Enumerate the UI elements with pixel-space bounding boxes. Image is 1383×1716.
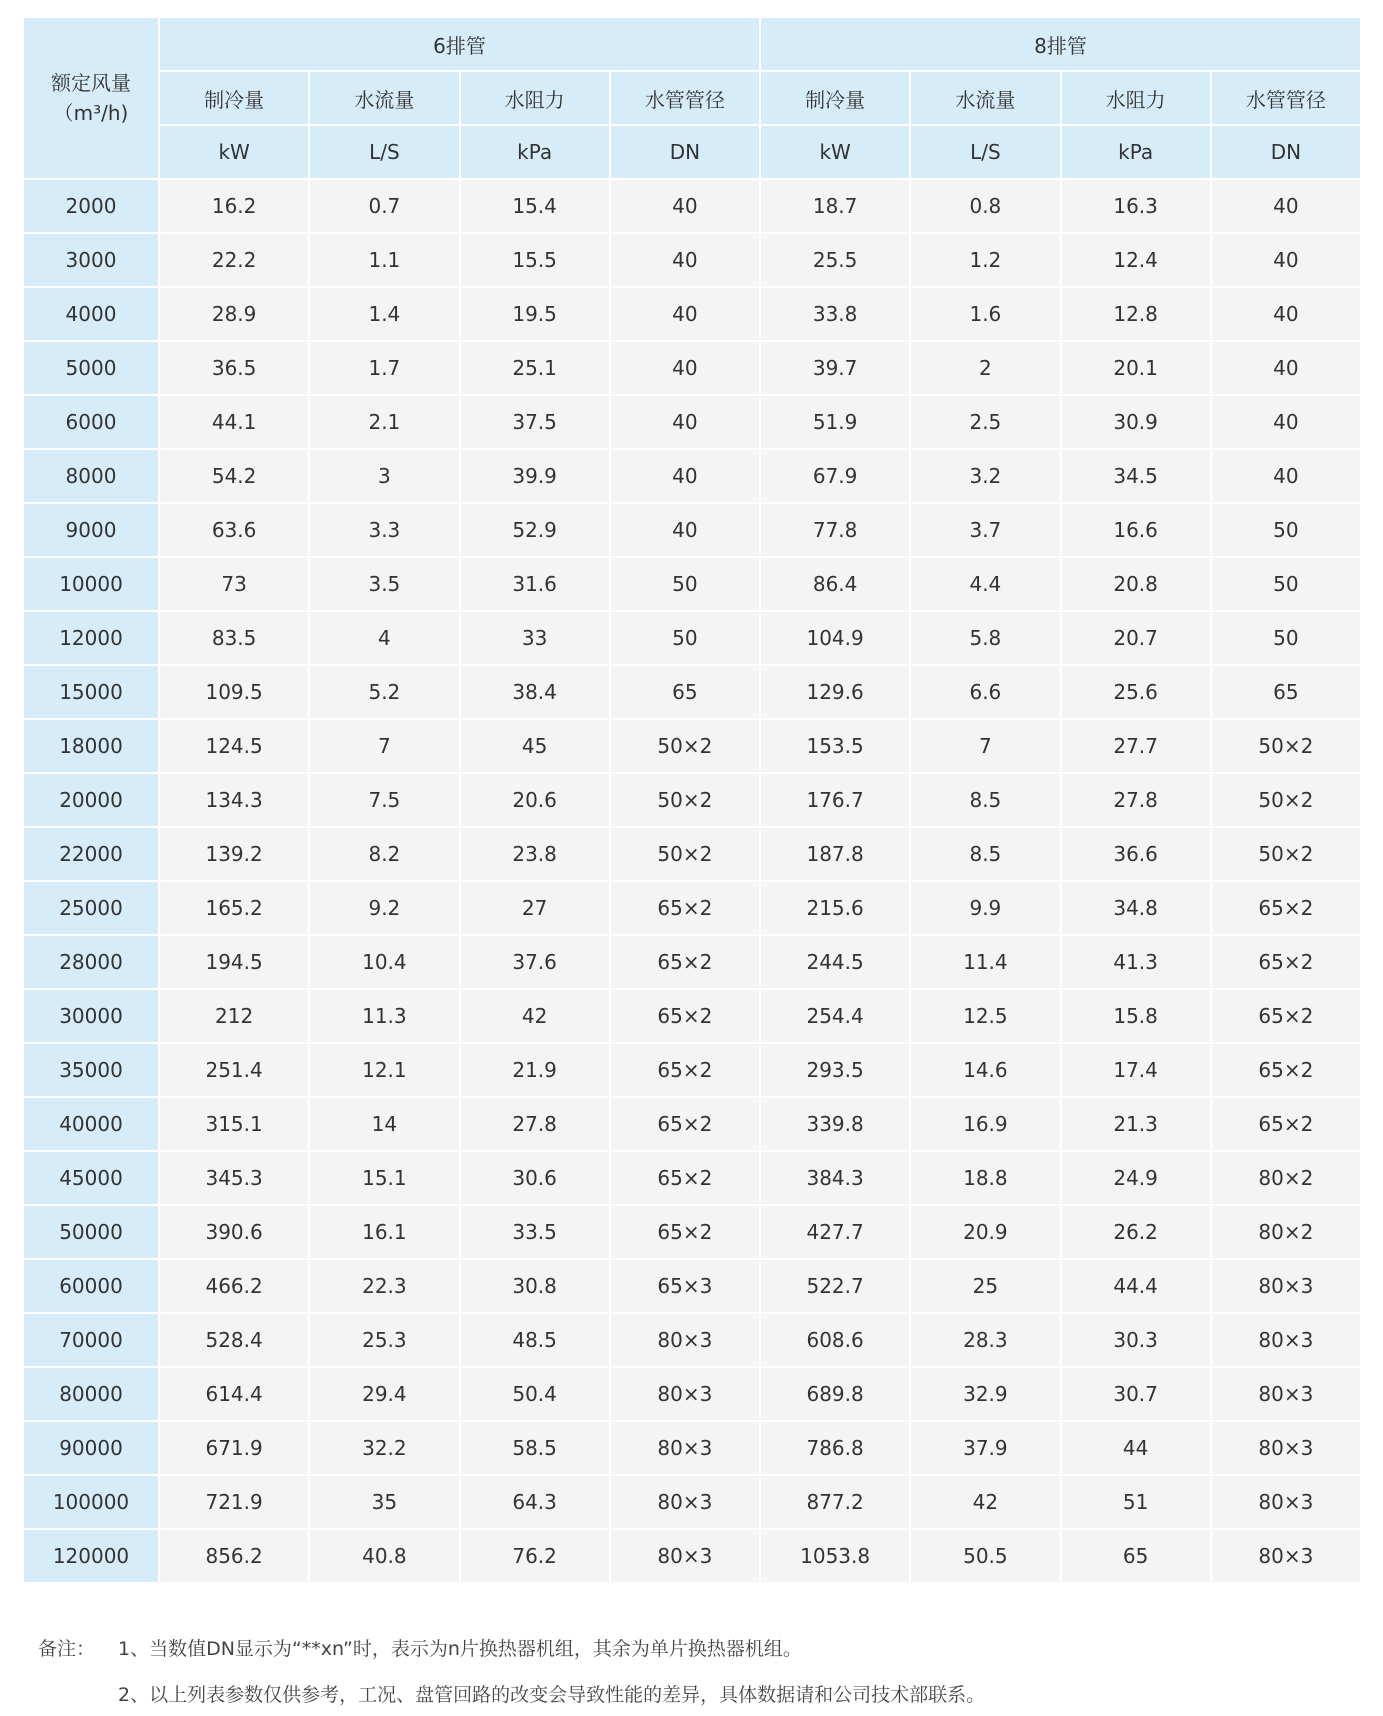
unit-header-dn-8: DN [1212,126,1360,178]
table-cell: 40 [1212,342,1360,394]
table-cell: 34.8 [1062,882,1210,934]
table-cell: 65×2 [611,936,759,988]
airflow-cell: 15000 [24,666,158,718]
table-cell: 51 [1062,1476,1210,1528]
table-cell: 10.4 [310,936,458,988]
airflow-cell: 40000 [24,1098,158,1150]
table-cell: 3.7 [911,504,1059,556]
airflow-header-label: 额定风量 [51,71,131,95]
table-cell: 20.9 [911,1206,1059,1258]
table-cell: 37.5 [461,396,609,448]
airflow-cell: 22000 [24,828,158,880]
column-header-water-flow-8: 水流量 [911,72,1059,124]
table-cell: 34.5 [1062,450,1210,502]
notes-label: 备注： [38,1637,96,1660]
table-cell: 45 [461,720,609,772]
airflow-cell: 28000 [24,936,158,988]
table-cell: 44.4 [1062,1260,1210,1312]
table-cell: 42 [911,1476,1059,1528]
table-cell: 20.8 [1062,558,1210,610]
table-cell: 109.5 [160,666,308,718]
table-cell: 28.3 [911,1314,1059,1366]
table-cell: 40 [611,342,759,394]
table-cell: 25.1 [461,342,609,394]
table-cell: 80×3 [1212,1530,1360,1582]
table-cell: 44 [1062,1422,1210,1474]
table-body [24,180,1360,1582]
column-header-water-resistance-6: 水阻力 [461,72,609,124]
table-cell: 315.1 [160,1098,308,1150]
table-cell: 6.6 [911,666,1059,718]
table-cell: 384.3 [761,1152,909,1204]
table-cell: 24.9 [1062,1152,1210,1204]
table-cell: 64.3 [461,1476,609,1528]
table-cell: 50.5 [911,1530,1059,1582]
table-cell: 86.4 [761,558,909,610]
table-cell: 134.3 [160,774,308,826]
table-cell: 44.1 [160,396,308,448]
table-row [24,720,1360,772]
table-cell: 15.5 [461,234,609,286]
table-cell: 80×3 [1212,1476,1360,1528]
table-row [24,1314,1360,1366]
airflow-cell: 5000 [24,342,158,394]
table-cell: 11.3 [310,990,458,1042]
table-row [24,1098,1360,1150]
table-cell: 80×2 [1212,1206,1360,1258]
table-cell: 877.2 [761,1476,909,1528]
table-cell: 30.8 [461,1260,609,1312]
table-cell: 27.8 [461,1098,609,1150]
table-cell: 50 [1212,558,1360,610]
table-cell: 37.6 [461,936,609,988]
airflow-cell: 4000 [24,288,158,340]
table-cell: 339.8 [761,1098,909,1150]
column-header-water-flow-6: 水流量 [310,72,458,124]
column-header-pipe-diameter-6: 水管管径 [611,72,759,124]
table-cell: 522.7 [761,1260,909,1312]
table-cell: 67.9 [761,450,909,502]
table-cell: 3 [310,450,458,502]
table-cell: 33.5 [461,1206,609,1258]
table-cell: 16.6 [1062,504,1210,556]
table-cell: 721.9 [160,1476,308,1528]
table-cell: 73 [160,558,308,610]
table-cell: 50×2 [611,774,759,826]
table-cell: 40 [1212,180,1360,232]
table-cell: 1053.8 [761,1530,909,1582]
table-cell: 27.8 [1062,774,1210,826]
table-cell: 25.5 [761,234,909,286]
spec-table [22,16,1362,1584]
table-cell: 30.7 [1062,1368,1210,1420]
table-cell: 21.9 [461,1044,609,1096]
table-cell: 3.5 [310,558,458,610]
table-cell: 80×3 [611,1422,759,1474]
table-cell: 27 [461,882,609,934]
table-cell: 3.3 [310,504,458,556]
table-cell: 9.2 [310,882,458,934]
table-cell: 80×3 [611,1368,759,1420]
table-cell: 30.9 [1062,396,1210,448]
table-cell: 80×3 [1212,1314,1360,1366]
table-cell: 30.3 [1062,1314,1210,1366]
table-cell: 54.2 [160,450,308,502]
table-cell: 129.6 [761,666,909,718]
table-cell: 7 [911,720,1059,772]
table-cell: 2.1 [310,396,458,448]
unit-header-kpa-6: kPa [461,126,609,178]
table-cell: 65×2 [611,1044,759,1096]
table-cell: 20.7 [1062,612,1210,664]
column-header-water-resistance-8: 水阻力 [1062,72,1210,124]
table-row [24,1152,1360,1204]
table-cell: 40 [611,396,759,448]
table-cell: 14 [310,1098,458,1150]
table-cell: 215.6 [761,882,909,934]
table-cell: 50×2 [1212,828,1360,880]
table-cell: 345.3 [160,1152,308,1204]
header-row-columns [24,72,1360,124]
airflow-cell: 50000 [24,1206,158,1258]
table-cell: 65 [611,666,759,718]
table-cell: 25.6 [1062,666,1210,718]
table-cell: 35 [310,1476,458,1528]
airflow-header-unit: （m³/h) [53,101,129,125]
header-row-units [24,126,1360,178]
group-header-8-row: 8排管 [761,18,1360,70]
table-cell: 36.6 [1062,828,1210,880]
table-cell: 65×2 [1212,1044,1360,1096]
table-cell: 8.5 [911,774,1059,826]
table-cell: 15.4 [461,180,609,232]
airflow-cell: 120000 [24,1530,158,1582]
table-row [24,990,1360,1042]
airflow-cell: 12000 [24,612,158,664]
table-row [24,180,1360,232]
table-cell: 50 [1212,612,1360,664]
unit-header-ls-8: L/S [911,126,1059,178]
airflow-cell: 30000 [24,990,158,1042]
table-cell: 65×2 [611,882,759,934]
airflow-cell: 3000 [24,234,158,286]
airflow-cell: 60000 [24,1260,158,1312]
table-cell: 17.4 [1062,1044,1210,1096]
table-cell: 21.3 [1062,1098,1210,1150]
table-cell: 124.5 [160,720,308,772]
table-cell: 80×3 [611,1476,759,1528]
table-cell: 254.4 [761,990,909,1042]
table-cell: 18.8 [911,1152,1059,1204]
table-cell: 12.5 [911,990,1059,1042]
table-cell: 65×3 [611,1260,759,1312]
table-cell: 38.4 [461,666,609,718]
table-cell: 244.5 [761,936,909,988]
table-cell: 7.5 [310,774,458,826]
table-cell: 176.7 [761,774,909,826]
table-cell: 2.5 [911,396,1059,448]
table-cell: 58.5 [461,1422,609,1474]
table-cell: 3.2 [911,450,1059,502]
table-cell: 31.6 [461,558,609,610]
table-cell: 1.6 [911,288,1059,340]
table-row [24,1260,1360,1312]
table-cell: 1.7 [310,342,458,394]
table-cell: 40 [611,234,759,286]
table-cell: 786.8 [761,1422,909,1474]
table-cell: 14.6 [911,1044,1059,1096]
table-cell: 26.2 [1062,1206,1210,1258]
note-row [38,1624,1358,1670]
table-row [24,666,1360,718]
table-cell: 16.1 [310,1206,458,1258]
note-text: 2、以上列表参数仅供参考，工况、盘管回路的改变会导致性能的差异，具体数据请和公司技术部联系。 [118,1683,986,1706]
table-cell: 608.6 [761,1314,909,1366]
table-cell: 65×2 [611,1206,759,1258]
table-cell: 4.4 [911,558,1059,610]
table-cell: 1.4 [310,288,458,340]
table-cell: 4 [310,612,458,664]
table-cell: 28.9 [160,288,308,340]
table-row [24,504,1360,556]
table-cell: 33 [461,612,609,664]
table-cell: 187.8 [761,828,909,880]
table-cell: 5.8 [911,612,1059,664]
table-cell: 80×3 [1212,1260,1360,1312]
table-cell: 33.8 [761,288,909,340]
table-cell: 212 [160,990,308,1042]
table-cell: 32.9 [911,1368,1059,1420]
unit-header-kpa-8: kPa [1062,126,1210,178]
table-cell: 40 [611,288,759,340]
table-cell: 37.9 [911,1422,1059,1474]
table-cell: 40 [1212,288,1360,340]
table-cell: 25 [911,1260,1059,1312]
airflow-cell: 35000 [24,1044,158,1096]
table-row [24,1206,1360,1258]
table-cell: 0.8 [911,180,1059,232]
table-cell: 42 [461,990,609,1042]
table-cell: 12.8 [1062,288,1210,340]
table-row [24,774,1360,826]
airflow-cell: 90000 [24,1422,158,1474]
airflow-cell: 70000 [24,1314,158,1366]
table-cell: 80×3 [1212,1368,1360,1420]
airflow-cell: 9000 [24,504,158,556]
notes-section [38,1624,1358,1716]
table-cell: 18.7 [761,180,909,232]
table-cell: 1.2 [911,234,1059,286]
table-cell: 466.2 [160,1260,308,1312]
airflow-cell: 18000 [24,720,158,772]
table-cell: 77.8 [761,504,909,556]
table-row [24,396,1360,448]
table-cell: 40 [1212,234,1360,286]
table-cell: 16.9 [911,1098,1059,1150]
table-cell: 27.7 [1062,720,1210,772]
table-cell: 153.5 [761,720,909,772]
table-cell: 50×2 [611,720,759,772]
table-cell: 614.4 [160,1368,308,1420]
group-header-6-row: 6排管 [160,18,759,70]
table-cell: 80×3 [1212,1422,1360,1474]
table-row [24,450,1360,502]
table-cell: 40 [611,180,759,232]
unit-header-dn-6: DN [611,126,759,178]
note-text: 1、当数值DN显示为“**xn”时，表示为n片换热器机组，其余为单片换热器机组。 [118,1637,802,1660]
table-cell: 2 [911,342,1059,394]
table-cell: 65×2 [611,1098,759,1150]
table-cell: 8.2 [310,828,458,880]
table-cell: 63.6 [160,504,308,556]
table-cell: 671.9 [160,1422,308,1474]
table-cell: 194.5 [160,936,308,988]
table-cell: 65×2 [1212,936,1360,988]
table-cell: 52.9 [461,504,609,556]
table-cell: 12.4 [1062,234,1210,286]
table-cell: 83.5 [160,612,308,664]
table-cell: 65×2 [1212,990,1360,1042]
table-cell: 50×2 [1212,774,1360,826]
table-cell: 9.9 [911,882,1059,934]
table-row [24,882,1360,934]
table-cell: 29.4 [310,1368,458,1420]
airflow-cell: 10000 [24,558,158,610]
table-cell: 51.9 [761,396,909,448]
table-header [24,18,1360,178]
unit-header-kw-8: kW [761,126,909,178]
airflow-cell: 6000 [24,396,158,448]
table-cell: 80×3 [611,1314,759,1366]
table-cell: 30.6 [461,1152,609,1204]
table-cell: 15.8 [1062,990,1210,1042]
table-cell: 689.8 [761,1368,909,1420]
table-cell: 20.1 [1062,342,1210,394]
table-cell: 15.1 [310,1152,458,1204]
table-row [24,936,1360,988]
table-row [24,1044,1360,1096]
column-header-cooling-8: 制冷量 [761,72,909,124]
table-cell: 856.2 [160,1530,308,1582]
column-header-pipe-diameter-8: 水管管径 [1212,72,1360,124]
table-row [24,1368,1360,1420]
table-row [24,1422,1360,1474]
table-cell: 0.7 [310,180,458,232]
table-cell: 23.8 [461,828,609,880]
table-cell: 20.6 [461,774,609,826]
table-row [24,1476,1360,1528]
airflow-cell: 25000 [24,882,158,934]
unit-header-ls-6: L/S [310,126,458,178]
table-cell: 293.5 [761,1044,909,1096]
column-header-cooling-6: 制冷量 [160,72,308,124]
table-cell: 50.4 [461,1368,609,1420]
table-cell: 39.7 [761,342,909,394]
table-cell: 12.1 [310,1044,458,1096]
table-cell: 65×2 [611,990,759,1042]
table-row [24,288,1360,340]
table-cell: 39.9 [461,450,609,502]
airflow-cell: 100000 [24,1476,158,1528]
table-cell: 25.3 [310,1314,458,1366]
airflow-header [24,18,158,178]
table-cell: 40 [1212,450,1360,502]
table-cell: 65 [1062,1530,1210,1582]
table-cell: 50×2 [611,828,759,880]
table-cell: 50 [1212,504,1360,556]
table-cell: 80×2 [1212,1152,1360,1204]
table-cell: 5.2 [310,666,458,718]
table-cell: 50 [611,558,759,610]
table-cell: 16.3 [1062,180,1210,232]
table-row [24,558,1360,610]
table-cell: 427.7 [761,1206,909,1258]
table-cell: 40 [611,450,759,502]
table-row [24,1530,1360,1582]
table-cell: 11.4 [911,936,1059,988]
note-row [38,1670,1358,1716]
table-cell: 65×2 [1212,882,1360,934]
table-cell: 7 [310,720,458,772]
table-cell: 50 [611,612,759,664]
table-cell: 40 [1212,396,1360,448]
table-cell: 40.8 [310,1530,458,1582]
table-cell: 32.2 [310,1422,458,1474]
table-cell: 22.3 [310,1260,458,1312]
table-cell: 40 [611,504,759,556]
table-cell: 104.9 [761,612,909,664]
table-cell: 50×2 [1212,720,1360,772]
airflow-cell: 80000 [24,1368,158,1420]
table-cell: 8.5 [911,828,1059,880]
table-cell: 76.2 [461,1530,609,1582]
table-cell: 165.2 [160,882,308,934]
table-cell: 80×3 [611,1530,759,1582]
airflow-cell: 2000 [24,180,158,232]
airflow-cell: 45000 [24,1152,158,1204]
airflow-cell: 8000 [24,450,158,502]
table-cell: 251.4 [160,1044,308,1096]
table-cell: 48.5 [461,1314,609,1366]
table-cell: 390.6 [160,1206,308,1258]
header-row-groups [24,18,1360,70]
table-row [24,234,1360,286]
spec-table-container [22,16,1362,1584]
table-cell: 65 [1212,666,1360,718]
table-cell: 36.5 [160,342,308,394]
table-cell: 139.2 [160,828,308,880]
table-cell: 22.2 [160,234,308,286]
table-cell: 19.5 [461,288,609,340]
table-row [24,828,1360,880]
table-cell: 65×2 [611,1152,759,1204]
airflow-cell: 20000 [24,774,158,826]
table-cell: 1.1 [310,234,458,286]
table-cell: 528.4 [160,1314,308,1366]
unit-header-kw-6: kW [160,126,308,178]
table-row [24,342,1360,394]
table-cell: 16.2 [160,180,308,232]
table-row [24,612,1360,664]
table-cell: 41.3 [1062,936,1210,988]
table-cell: 65×2 [1212,1098,1360,1150]
